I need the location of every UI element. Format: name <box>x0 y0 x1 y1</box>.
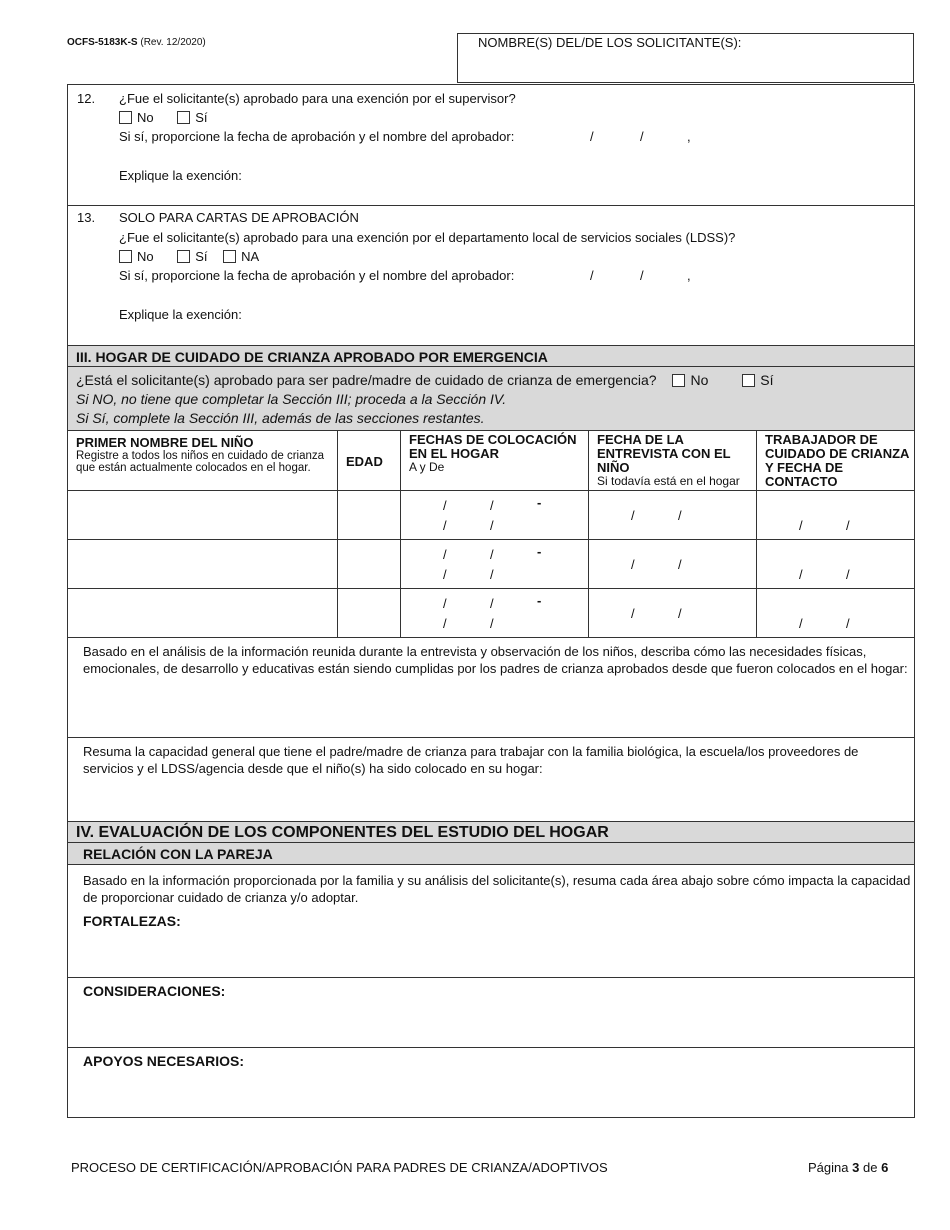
col-header-placement-dates: FECHAS DE COLOCACIÓN EN EL HOGAR A y De <box>409 432 577 474</box>
section4-intro: Basado en la información proporcionada por la familia y su análisis del solicitante(s), resuma cada área abajo sobre cómo impacta la capacidad de proporcionar cuidado de crianza y/o adoptar. <box>83 873 911 905</box>
q13-options <box>119 249 279 264</box>
q12-option-si[interactable]: Sí <box>177 110 207 125</box>
form-code-id: OCFS-5183K-S <box>67 37 138 48</box>
q13-question: ¿Fue el solicitante(s) aprobado para una exención por el departamento local de servicios sociales (LDSS)? <box>119 230 736 245</box>
col-header-age: EDAD <box>346 454 383 469</box>
section4-subheader <box>68 843 914 865</box>
q12-question: ¿Fue el solicitante(s) aprobado para una exención por el supervisor? <box>119 91 516 106</box>
col-header-worker: TRABAJADOR DE CUIDADO DE CRIANZA Y FECHA DE CONTACTO <box>765 432 909 489</box>
q13-option-si[interactable]: Sí <box>177 249 207 264</box>
form-revision: (Rev. 12/2020) <box>140 37 206 48</box>
applicant-name-label: NOMBRE(S) DEL/DE LOS SOLICITANTE(S): <box>478 35 742 50</box>
strengths-label: FORTALEZAS: <box>83 913 181 929</box>
divider <box>67 737 915 738</box>
section3-option-no[interactable]: No <box>672 372 708 388</box>
table-row[interactable]: / / - / / / / / / <box>443 544 850 582</box>
checkbox-icon <box>742 374 755 387</box>
checkbox-icon <box>177 111 190 124</box>
table-row[interactable]: / / - / / / / / / <box>443 593 850 631</box>
capacity-summary-text: Resuma la capacidad general que tiene el padre/madre de crianza para trabajar con la familia biológica, la escuela/los proveedores de servicios y el LDSS/agencia desde que el niño(s) ha sido colocado en su hogar: <box>83 744 859 776</box>
section4-subtitle: RELACIÓN CON LA PAREJA <box>83 846 273 862</box>
col-header-child-name: PRIMER NOMBRE DEL NIÑO Registre a todos los niños en cuidado de crianza que están actualmente colocados en el hogar. <box>76 435 325 474</box>
q13-approval-label: Si sí, proporcione la fecha de aprobación y el nombre del aprobador: <box>119 268 515 283</box>
q13-title: SOLO PARA CARTAS DE APROBACIÓN <box>119 210 359 225</box>
divider <box>67 1047 915 1048</box>
divider <box>67 977 915 978</box>
q12-number: 12. <box>77 91 96 106</box>
form-code <box>67 37 206 48</box>
section3-title: III. HOGAR DE CUIDADO DE CRIANZA APROBADO POR EMERGENCIA <box>76 349 548 365</box>
checkbox-icon <box>119 250 132 263</box>
footer-process-title: PROCESO DE CERTIFICACIÓN/APROBACIÓN PARA PADRES DE CRIANZA/ADOPTIVOS <box>71 1160 608 1175</box>
section3-question-block <box>68 367 914 430</box>
q12-approval-date[interactable]: / / , <box>590 129 691 144</box>
q13-option-no[interactable]: No <box>119 249 154 264</box>
section3-header <box>68 345 914 367</box>
section3-note-no: Si NO, no tiene que completar la Sección III; proceda a la Sección IV. <box>76 391 507 407</box>
q12-option-no[interactable]: No <box>119 110 154 125</box>
q13-number: 13. <box>77 210 96 225</box>
section3-option-si[interactable]: Sí <box>742 372 773 388</box>
q13-approval-date[interactable]: / / , <box>590 268 691 283</box>
q12-options <box>119 110 228 125</box>
col-header-interview-date: FECHA DE LA ENTREVISTA CON EL NIÑO Si todavía está en el hogar <box>597 432 740 488</box>
q13-explain-label: Explique la exención: <box>119 307 242 322</box>
table-row[interactable]: / / - / / / / / / <box>443 495 850 533</box>
checkbox-icon <box>223 250 236 263</box>
section3-question: ¿Está el solicitante(s) aprobado para ser padre/madre de cuidado de crianza de emergencia? <box>76 372 657 388</box>
checkbox-icon <box>119 111 132 124</box>
section3-note-si: Si Sí, complete la Sección III, además de las secciones restantes. <box>76 410 485 426</box>
table-bottom-border <box>67 637 915 638</box>
divider <box>67 205 915 206</box>
supports-label: APOYOS NECESARIOS: <box>83 1053 245 1069</box>
section4-title: IV. EVALUACIÓN DE LOS COMPONENTES DEL ESTUDIO DEL HOGAR <box>76 824 609 841</box>
section4-header <box>68 821 914 843</box>
needs-analysis-text: Basado en el análisis de la información reunida durante la entrevista y observación de los niños, describa cómo las necesidades físicas, emocionales, de desarrollo y educativas están siendo cumplidas por los padres de crianza aprobados desde que fueron colocados en el hogar: <box>83 644 908 676</box>
q12-approval-label: Si sí, proporcione la fecha de aprobación y el nombre del aprobador: <box>119 129 515 144</box>
checkbox-icon <box>672 374 685 387</box>
applicant-name-field[interactable] <box>457 33 914 83</box>
q12-explain-label: Explique la exención: <box>119 168 242 183</box>
checkbox-icon <box>177 250 190 263</box>
footer-page-number: Página 3 de 6 <box>808 1160 889 1175</box>
considerations-label: CONSIDERACIONES: <box>83 983 226 999</box>
table-top-border <box>67 430 915 431</box>
q13-option-na[interactable]: NA <box>223 249 259 264</box>
